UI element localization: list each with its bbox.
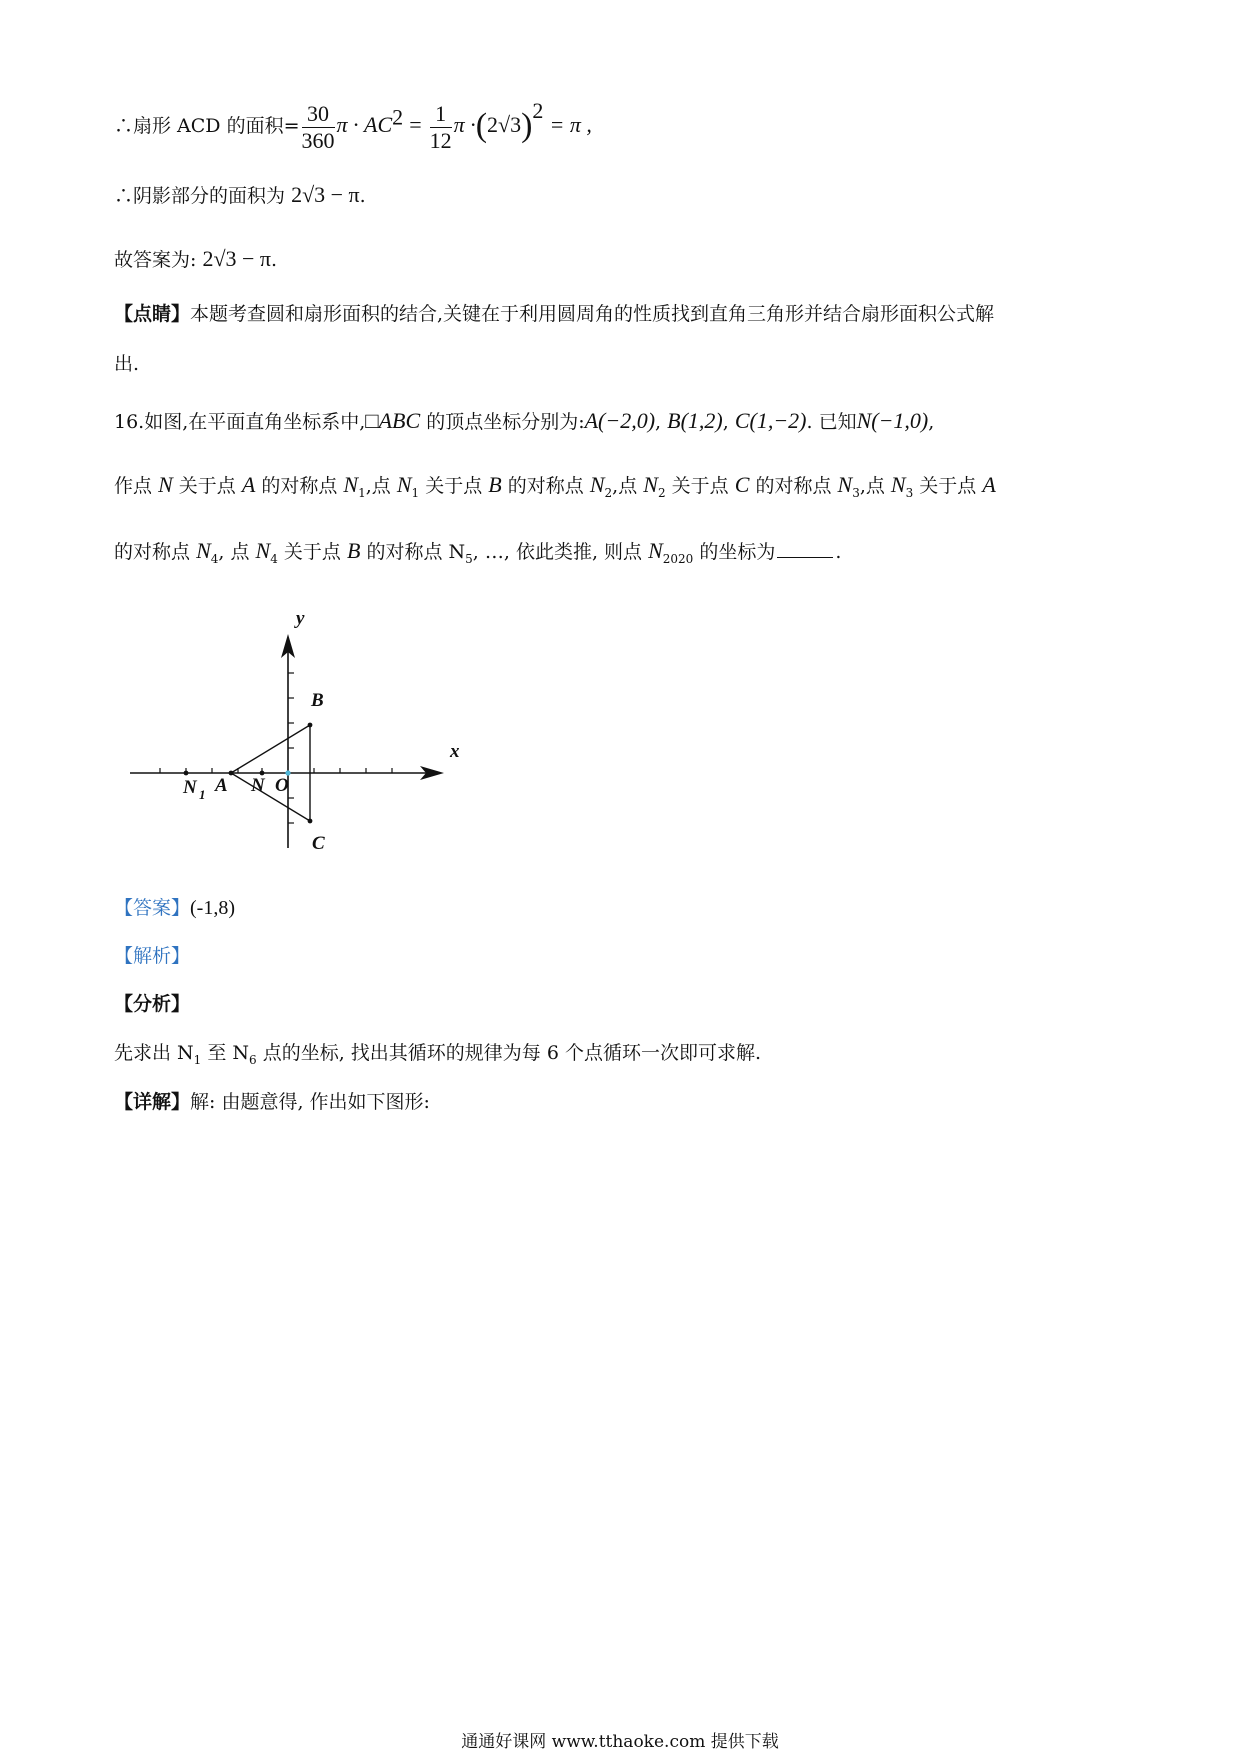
square-exponent: 2 — [392, 104, 404, 130]
problem-text: , …, 依此类推, 则点 — [472, 541, 643, 563]
point-b-marker — [308, 723, 313, 728]
problem-text: 关于点 — [671, 475, 729, 497]
label-a: A — [215, 775, 228, 796]
fraction-denominator: 12 — [429, 127, 452, 153]
problem-text: 关于点 — [919, 475, 977, 497]
subscript: 4 — [210, 551, 219, 566]
point-n4: N — [255, 538, 271, 563]
problem-text: 的对称点 — [261, 475, 338, 497]
problem-16-line-1: 16.如图,在平面直角坐标系中,□ABC 的顶点坐标分别为:A(−2,0), B(1,2), C(1,−2). 已知N(−1,0), — [114, 408, 935, 433]
point-n4: N — [196, 538, 211, 563]
fraction-denominator: 360 — [301, 127, 335, 153]
problem-text: 的对称点 — [755, 475, 832, 497]
analysis-tag: 【解析】 — [114, 945, 191, 967]
answer-text: 故答案为: — [114, 249, 197, 271]
point-n2020: N — [648, 538, 663, 563]
subscript: 6 — [249, 1052, 257, 1067]
problem-text: 的对称点 — [366, 541, 443, 563]
fraction-numerator: 1 — [430, 101, 452, 127]
point-b: B — [346, 538, 361, 563]
period: . — [835, 541, 842, 563]
point-a: A — [241, 472, 256, 497]
problem-text: ,点 — [612, 475, 638, 497]
detail-text: 解: 由题意得, 作出如下图形: — [190, 1091, 430, 1113]
answer-row — [114, 898, 235, 918]
point-n2: N — [643, 472, 658, 497]
footer-text: 通通好课网 www.tthaoke.com 提供下载 — [461, 1732, 779, 1752]
problem-text: 关于点 — [178, 475, 236, 497]
triangle-abc: □ABC — [365, 408, 421, 433]
comment-line-2 — [114, 355, 139, 374]
fenxi-text: 至 N — [201, 1042, 250, 1064]
answer-line — [114, 248, 277, 270]
fenxi-tag: 【分析】 — [114, 993, 191, 1015]
problem-text: 16.如图,在平面直角坐标系中, — [114, 411, 366, 433]
comment-text: 本题考查圆和扇形面积的结合,关键在于利用圆周角的性质找到直角三角形并结合扇形面积公式解 — [190, 303, 995, 325]
period: . — [271, 249, 278, 271]
point-c-marker — [308, 819, 313, 824]
problem-text: 的对称点 — [114, 541, 191, 563]
answer-blank — [777, 557, 833, 558]
label-b: B — [311, 690, 324, 711]
problem-text: ,点 — [365, 475, 391, 497]
sector-area-line — [114, 100, 592, 153]
problem-text: 作点 — [114, 475, 153, 497]
point-c-coord: C(1,−2) — [734, 408, 807, 433]
square-exponent-2: 2 — [532, 98, 544, 123]
subscript: 3 — [905, 485, 914, 500]
label-n1-sub: 1 — [199, 787, 206, 802]
point-a-coord: A(−2,0) — [584, 408, 656, 433]
subscript: 3 — [852, 485, 860, 500]
pi-ac-term: π · AC — [336, 112, 393, 137]
problem-text: ,点 — [859, 475, 885, 497]
comment-line-1 — [114, 305, 994, 324]
fenxi-text: 先求出 N — [114, 1042, 194, 1064]
right-paren: ) — [521, 107, 533, 144]
analysis-row — [114, 947, 190, 966]
subscript: 1 — [358, 485, 366, 500]
answer-tag: 【答案】 — [114, 897, 191, 919]
point-n3: N — [890, 472, 906, 497]
problem-text: , 点 — [218, 541, 250, 563]
problem-text: 的对称点 — [507, 475, 584, 497]
problem-16-line-3 — [114, 540, 841, 565]
point-n1: N — [343, 472, 359, 497]
y-ticks — [288, 673, 294, 823]
problem-text: 的坐标为 — [699, 541, 776, 563]
left-paren: ( — [475, 107, 488, 144]
problem-text: 关于点 — [283, 541, 341, 563]
answer-expr: 2√3 − π — [202, 246, 272, 271]
detail-row — [114, 1093, 430, 1112]
result-pi: = π , — [549, 112, 592, 137]
fenxi-text: 点的坐标, 找出其循环的规律为每 6 个点循环一次即可求解. — [256, 1042, 761, 1064]
point-b: B — [488, 472, 502, 497]
label-n: N — [251, 775, 265, 796]
point-n2: N — [589, 472, 605, 497]
subscript: 1 — [193, 1052, 202, 1067]
shaded-area-text: ∴阴影部分的面积为 — [114, 185, 286, 207]
subscript: 2 — [657, 485, 666, 500]
label-n1: N — [183, 777, 197, 798]
point-a-marker — [229, 771, 234, 776]
equals-sign: = — [409, 112, 422, 137]
point-n1: N — [396, 472, 412, 497]
subscript: 2 — [604, 485, 613, 500]
point-a: A — [982, 472, 996, 497]
answer-value: (-1,8) — [190, 897, 235, 919]
problem-16-line-2 — [114, 474, 996, 499]
sector-area-prefix: ∴扇形 ACD 的面积= — [114, 115, 300, 137]
fraction-30-360 — [302, 101, 335, 153]
fraction-numerator: 30 — [302, 101, 335, 127]
detail-tag: 【详解】 — [114, 1091, 191, 1113]
point-n5: N — [448, 541, 466, 563]
label-o: O — [275, 775, 289, 796]
problem-text: 关于点 — [425, 475, 483, 497]
point-c: C — [734, 472, 750, 497]
label-c: C — [312, 833, 325, 854]
subscript: 4 — [270, 551, 278, 566]
label-x: x — [450, 741, 460, 762]
fenxi-row — [114, 995, 190, 1014]
problem-text: . 已知 — [806, 411, 857, 433]
shaded-area-line — [114, 184, 366, 206]
subscript: 1 — [411, 485, 420, 500]
comment-text-2: 出. — [114, 353, 140, 375]
point-n1-marker — [184, 771, 189, 776]
subscript: 5 — [465, 551, 473, 566]
point-b-coord: B(1,2) — [667, 408, 723, 433]
pi-term: π · — [453, 112, 476, 137]
two-root-three: 2√3 — [487, 112, 522, 137]
problem-text: 的顶点坐标分别为: — [426, 411, 585, 433]
subscript: 2020 — [662, 551, 694, 566]
point-n3: N — [837, 472, 853, 497]
comment-tag: 【点睛】 — [114, 303, 191, 325]
point-n: N — [158, 472, 173, 497]
fenxi-text-row — [114, 1044, 761, 1066]
point-n-coord: N(−1,0) — [856, 408, 929, 433]
shaded-area-expr: 2√3 − π — [291, 182, 360, 207]
fraction-1-12 — [430, 101, 452, 153]
period: . — [359, 185, 366, 207]
coordinate-figure — [120, 600, 480, 870]
label-y: y — [296, 608, 305, 629]
